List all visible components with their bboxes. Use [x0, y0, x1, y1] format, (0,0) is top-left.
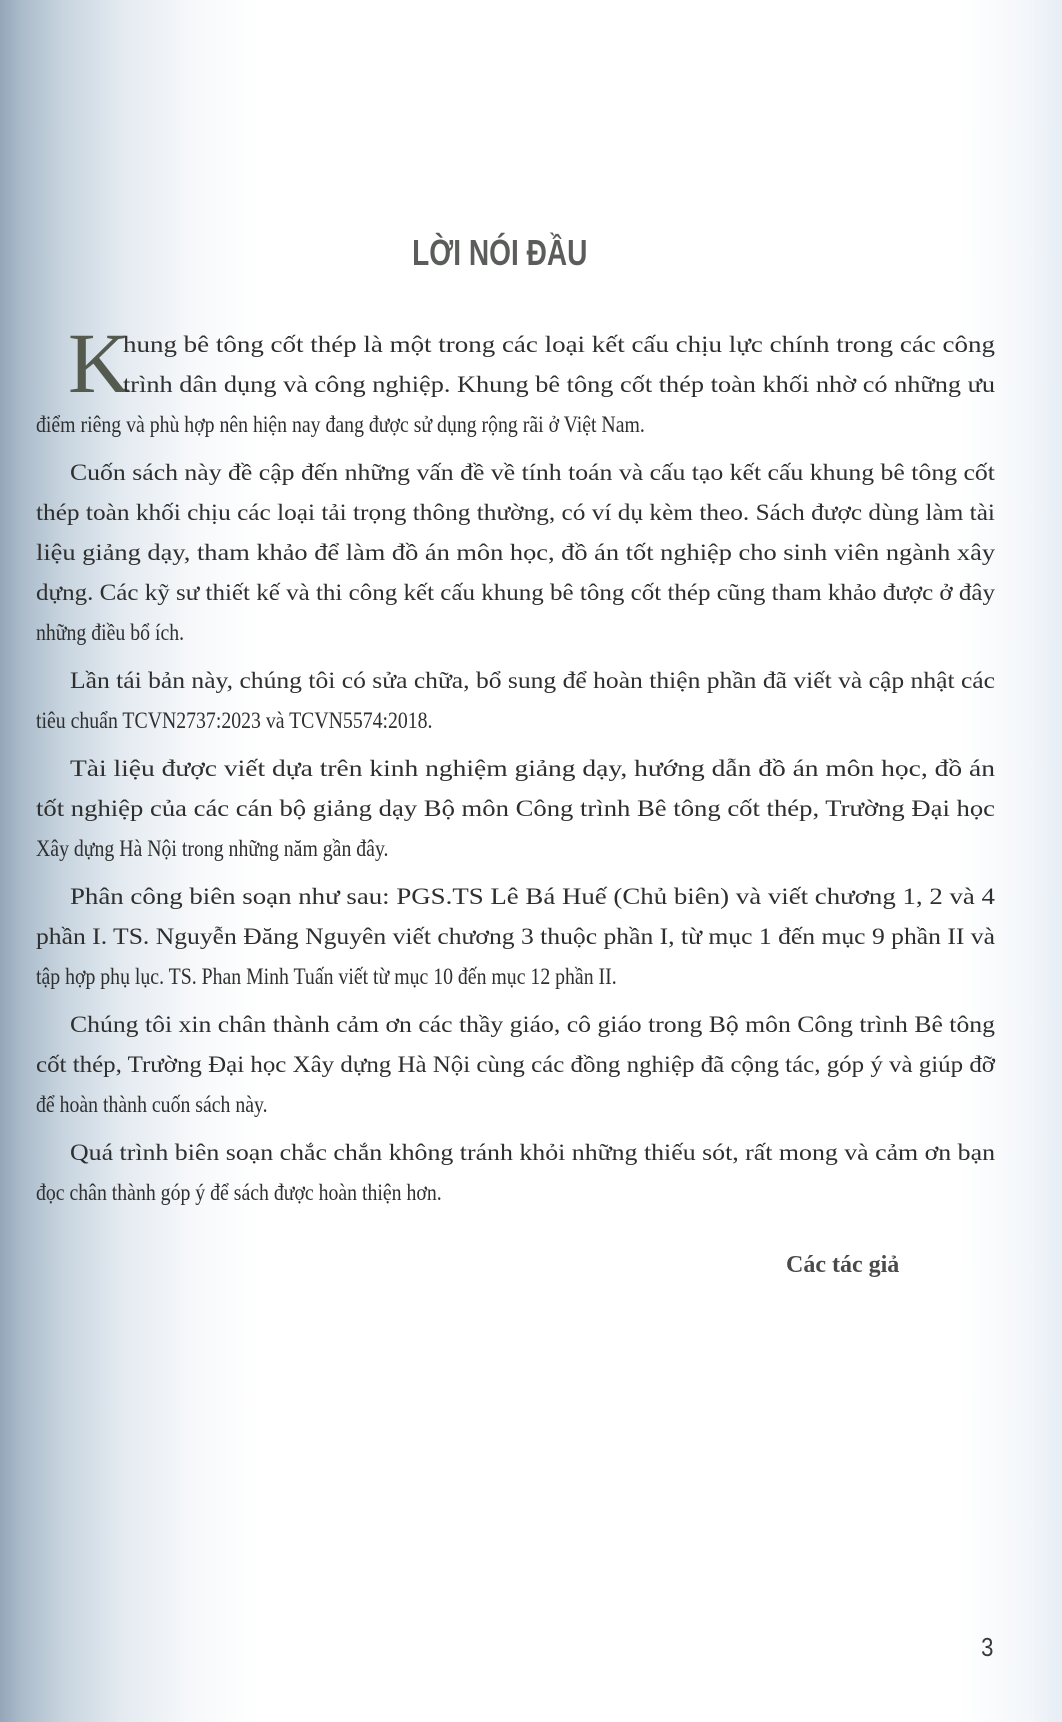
text-line: tiêu chuẩn TCVN2737:2023 và TCVN5574:2018. — [36, 708, 433, 733]
text-line: liệu giảng dạy, tham khảo để làm đồ án môn học, đồ án tốt nghiệp cho sinh viên ngành xây — [36, 540, 996, 565]
text-line: Tài liệu được viết dựa trên kinh nghiệm giảng dạy, hướng dẫn đồ án môn học, đồ án — [70, 756, 995, 781]
text-line: để hoàn thành cuốn sách này. — [36, 1092, 268, 1117]
text-line: Quá trình biên soạn chắc chắn không tránh khỏi những thiếu sót, rất mong và cảm ơn bạn — [70, 1140, 996, 1165]
text-line: dựng. Các kỹ sư thiết kế và thi công kết cấu khung bê tông cốt thép cũng tham khảo được ở đây — [36, 580, 996, 605]
text-line: những điều bổ ích. — [36, 620, 185, 645]
text-line: trình dân dụng và công nghiệp. Khung bê tông cốt thép toàn khối nhờ có những ưu — [123, 372, 996, 397]
page-title: LỜI NÓI ĐẦU — [412, 232, 588, 273]
text-line: tốt nghiệp của các cán bộ giảng dạy Bộ môn Công trình Bê tông cốt thép, Trường Đại học — [36, 796, 995, 821]
text-line: cốt thép, Trường Đại học Xây dựng Hà Nội cùng các đồng nghiệp đã cộng tác, góp ý và giúp đỡ — [36, 1052, 995, 1077]
text-line: hung bê tông cốt thép là một trong các loại kết cấu chịu lực chính trong các công — [123, 332, 995, 357]
text-line: tập hợp phụ lục. TS. Phan Minh Tuấn viết từ mục 10 đến mục 12 phần II. — [36, 964, 617, 989]
text-line: Phân công biên soạn như sau: PGS.TS Lê Bá Huế (Chủ biên) và viết chương 1, 2 và 4 — [70, 884, 996, 909]
text-line: thép toàn khối chịu các loại tải trọng thông thường, có ví dụ kèm theo. Sách được dùng làm tài — [36, 500, 995, 525]
page-number: 3 — [981, 1632, 994, 1662]
text-line: điểm riêng và phù hợp nên hiện nay đang được sử dụng rộng rãi ở Việt Nam. — [36, 412, 645, 437]
text-line: Lần tái bản này, chúng tôi có sửa chữa, bổ sung để hoàn thiện phần đã viết và cập nhật các — [70, 668, 996, 693]
text-line: phần I. TS. Nguyễn Đăng Nguyên viết chương 3 thuộc phần I, từ mục 1 đến mục 9 phần II và — [36, 924, 995, 949]
text-line: đọc chân thành góp ý để sách được hoàn thiện hơn. — [36, 1180, 442, 1205]
drop-cap: K — [68, 315, 131, 411]
text-line: Xây dựng Hà Nội trong những năm gần đây. — [36, 836, 389, 861]
signature: Các tác giả — [786, 1252, 900, 1278]
text-line: Chúng tôi xin chân thành cảm ơn các thầy giáo, cô giáo trong Bộ môn Công trình Bê tông — [70, 1012, 996, 1037]
text-line: Cuốn sách này đề cập đến những vấn đề về tính toán và cấu tạo kết cấu khung bê tông cốt — [70, 460, 995, 485]
